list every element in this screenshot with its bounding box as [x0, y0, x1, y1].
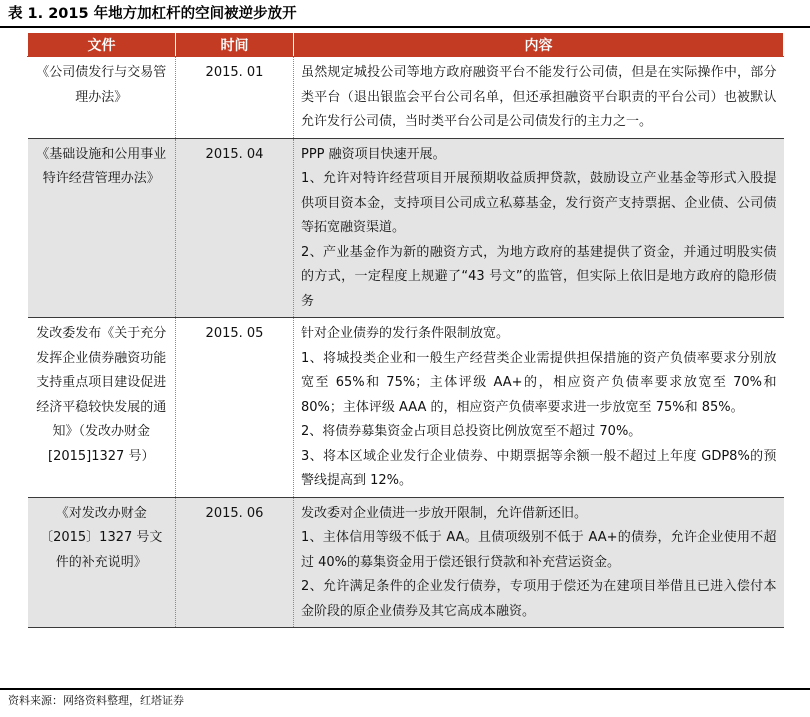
time-cell: 2015. 01 — [176, 57, 294, 139]
content-paragraph: 针对企业债券的发行条件限制放宽。 — [301, 326, 510, 341]
source-note: 资料来源：网络资料整理，红塔证券 — [0, 688, 810, 712]
content-cell — [294, 497, 784, 628]
table-title: 表 1. 2015 年地方加杠杆的空间被逆步放开 — [8, 6, 297, 22]
document-cell: 《基础设施和公用事业特许经营管理办法》 — [28, 138, 176, 318]
content-cell — [294, 57, 784, 139]
time-cell: 2015. 04 — [176, 138, 294, 318]
header-content: 内容 — [294, 33, 784, 57]
table-row — [28, 138, 784, 318]
content-paragraph: PPP 融资项目快速开展。 — [301, 146, 446, 162]
content-paragraph: 虽然规定城投公司等地方政府融资平台不能发行公司债，但是在实际操作中，部分类平台（退出银监会平台公司名单，但还承担融资平台职责的平台公司）也被默认允许发行公司债，当时类平台公司是公司债发行的主力之一。 — [301, 65, 777, 129]
title-rule — [0, 26, 810, 28]
document-cell: 《公司债发行与交易管理办法》 — [28, 57, 176, 139]
content-paragraph: 2、将债券募集资金占项目总投资比例放宽至不超过 70%。 — [301, 424, 642, 439]
content-cell — [294, 318, 784, 498]
header-time: 时间 — [176, 33, 294, 57]
document-cell: 《对发改办财金〔2015〕1327 号文件的补充说明》 — [28, 497, 176, 628]
content-paragraph: 2、产业基金作为新的融资方式，为地方政府的基建提供了资金，并通过明股实债的方式，一定程度上规避了“43 号文”的监管，但实际上依旧是地方政府的隐形债务 — [301, 244, 777, 309]
content-paragraph: 2、允许满足条件的企业发行债券，专项用于偿还为在建项目举借且已进入偿付本金阶段的原企业债券及其它高成本融资。 — [301, 579, 777, 619]
content-paragraph: 1、主体信用等级不低于 AA。且债项级别不低于 AA+的债券，允许企业使用不超过 40%的募集资金用于偿还银行贷款和补充营运资金。 — [301, 530, 777, 570]
content-paragraph: 1、允许对特许经营项目开展预期收益质押贷款，鼓励设立产业基金等形式入股提供项目资本金，支持项目公司成立私募基金，发行资产支持票据、企业债、公司债等拓宽融资渠道。 — [301, 171, 777, 235]
content-cell — [294, 138, 784, 318]
header-document: 文件 — [28, 33, 176, 57]
table-header-row — [28, 33, 784, 57]
time-cell: 2015. 05 — [176, 318, 294, 498]
content-paragraph: 发改委对企业债进一步放开限制，允许借新还旧。 — [301, 505, 588, 521]
policy-table — [27, 33, 784, 628]
document-cell: 发改委发布《关于充分发挥企业债券融资功能支持重点项目建设促进经济平稳较快发展的通知》（发改办财金[2015]1327 号） — [28, 318, 176, 498]
content-paragraph: 3、将本区域企业发行企业债券、中期票据等余额一般不超过上年度 GDP8%的预警线提高到 12%。 — [301, 448, 777, 488]
table-row — [28, 318, 784, 498]
time-cell: 2015. 06 — [176, 497, 294, 628]
table-row — [28, 497, 784, 628]
content-paragraph: 1、将城投类企业和一般生产经营类企业需提供担保措施的资产负债率要求分别放宽至 65%和 75%；主体评级 AA+的，相应资产负债率要求放宽至 70%和 80%；主体评级 AAA 的，相应资产负债率要求进一步放宽至 75%和 85%。 — [301, 350, 777, 415]
table-row — [28, 57, 784, 139]
